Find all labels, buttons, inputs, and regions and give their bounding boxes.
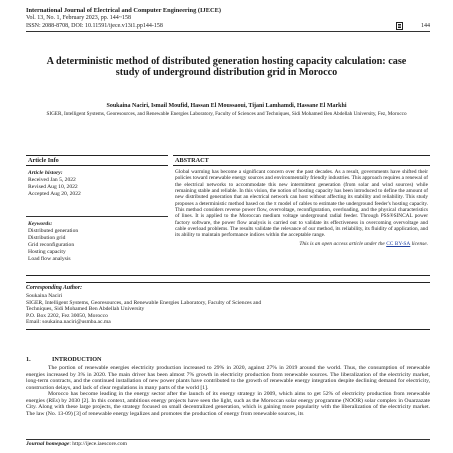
- license-prefix: This is an open access article under the: [299, 240, 385, 247]
- keyword-item: Load flow analysis: [28, 256, 71, 262]
- history-received: Received Jan 5, 2022: [28, 177, 76, 183]
- keyword-item: Distribution grid: [28, 235, 66, 241]
- author-list: Soukaina Naciri, Ismail Moufid, Hassan El Moussaoui, Tijani Lamhamdi, Hassane El Markhi: [106, 103, 347, 109]
- header-rule: [26, 31, 430, 32]
- page-number: 144: [421, 22, 430, 29]
- corr-affil-1: SIGER, Intelligent Systems, Georesources, and Renewable Energies Laboratory, Faculty of Sciences and: [26, 299, 262, 306]
- issn-doi: ISSN: 2088-8708, DOI: 10.11591/ijece.v13i1.pp144-158: [26, 22, 163, 29]
- abstract-text: Global warming has become a significant concern over the past decades. As a result, governments have shifted their policies toward renewable energy sources and environmentally friendly industries. This approach requires a renewal of the electrical networks to accommodate this new intermittent generation (from solar and wind sources) while remaining stable and reliable. In this vision, the notion of hosting capacity has been introduced to define the amount of new distributed generation that an electrical network can host without affecting its stability and reliability. This study proposes a deterministic method based on the π model of cables to estimate the underground feeder's hosting capacity. This method considers reverse power flow, overvoltage, reconfiguration, overloading, and the physical characteristics of lines. It is applied to the Moroccan medium voltage underground radial feeder. Through PSS®SINCAL power factory software, the power flow analysis is carried out to validate its effectiveness in overcoming overvoltage and cable overload problems. The results validate the relevance of our method, its reliability, its fluidity of application, and its ability to maintain performance indices within the acceptable range.: [175, 169, 428, 239]
- footer-label: Journal homepage: [26, 441, 70, 447]
- corr-email: Email: soukaina.naciri@usmba.ac.ma: [26, 319, 111, 326]
- history-accepted: Accepted Aug 20, 2022: [28, 191, 81, 197]
- article-info-heading: Article Info: [26, 155, 168, 166]
- keyword-item: Distributed generation: [28, 228, 79, 234]
- paragraph: The portion of renewable energies electricity production increased to 29% in 2020, against 27% in 2019 around the world. Thus, the consumption of renewable energies increased by 3% in 2020. The main driver has been almost 7% growth in electricity production from renewable sources. The liberalization of the electricity market, long-term contracts, and the continued installation of new power plants have contributed to the growth of renewable energy integration despite declining demand for electricity, construction delays, and lack of clear regulations in many parts of the world [1].: [26, 365, 430, 391]
- license-link[interactable]: CC BY-SA: [386, 240, 411, 247]
- issn-row: [26, 22, 430, 30]
- section-number: 1.: [26, 356, 31, 363]
- volume-line: Vol. 13, No. 1, February 2023, pp. 144~158: [26, 15, 131, 21]
- document-icon: [396, 22, 403, 30]
- introduction-body: [26, 365, 430, 417]
- section-title: INTRODUCTION: [52, 356, 102, 363]
- history-heading: Article history:: [28, 170, 63, 176]
- section-heading: [26, 356, 102, 363]
- journal-header: [26, 7, 430, 32]
- license-suffix: license.: [411, 240, 428, 247]
- corr-name: Soukaina Naciri: [26, 293, 63, 299]
- footer-url[interactable]: : http://ijece.iaescore.com: [69, 441, 127, 447]
- corr-address: P.O. Box 2202, Fez 30050, Morocco: [26, 312, 108, 319]
- corresponding-heading: Corresponding Author:: [26, 282, 430, 291]
- corresponding-author: [26, 282, 430, 330]
- keyword-item: Hosting capacity: [28, 249, 66, 255]
- article-info-panel: [26, 155, 168, 263]
- keywords-divider: [26, 216, 168, 217]
- journal-name: International Journal of Electrical and Computer Engineering (IJECE): [26, 7, 221, 14]
- abstract-panel: [173, 155, 430, 247]
- affiliation: SIGER, Intelligent Systems, Georesources, and Renewable Energies Laboratory, Faculty of Sciences and Techniques, Sidi Mohamed Ben Abdellah University, Fez, Morocco: [46, 111, 407, 117]
- keywords-heading: Keywords:: [28, 221, 53, 227]
- paragraph: Morocco has become leading in the energy sector after the launch of its energy strategy in 2009, which aims to get 52% of electricity production from renewable energies (REs) by 2030 [2]. In this context, ambitious energy projects have seen the light, such as the Moroccan solar energy programme (NOOR) solar complex in Ouarzazate City. Along with these large projects, the strategy focused on small decentralized generation, which is gaining more popularity with the liberalization of the electricity market. The law (No. 13-09) [3] of renewable energy legalizes and promotes the production of energy from renewable sources, its: [26, 391, 430, 417]
- keyword-item: Grid reconfiguration: [28, 242, 75, 248]
- history-revised: Revised Aug 10, 2022: [28, 184, 78, 190]
- abstract-heading: ABSTRACT: [173, 155, 430, 166]
- corr-affil-2: Techniques, Sidi Mohamed Ben Abdellah University: [26, 306, 145, 313]
- license-note: [173, 241, 428, 247]
- info-box-rule: [26, 275, 430, 276]
- paper-title: A deterministic method of distributed generation hosting capacity calculation: case study of underground distribution grid in Morocco: [46, 56, 407, 79]
- corr-rule: [26, 329, 430, 330]
- page-footer: [26, 439, 430, 447]
